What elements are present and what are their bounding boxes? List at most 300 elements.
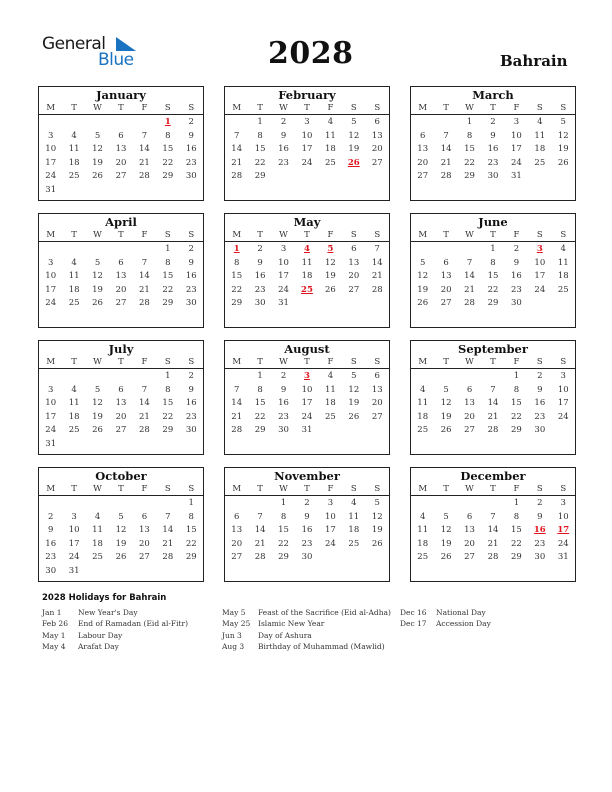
month-name: December bbox=[460, 469, 526, 483]
week-row bbox=[411, 551, 575, 565]
empty-cell bbox=[458, 497, 481, 511]
day-cell: 10 bbox=[534, 257, 546, 268]
day-cell: 12 bbox=[440, 525, 452, 536]
weekday-label: M bbox=[232, 357, 242, 367]
weekday-label: W bbox=[279, 103, 288, 113]
day-cell: 4 bbox=[327, 371, 334, 381]
day-cell: 16 bbox=[185, 144, 197, 155]
day-cell: 20 bbox=[371, 398, 383, 409]
day-cell: 29 bbox=[162, 298, 174, 309]
week-row bbox=[411, 384, 575, 398]
day-cell: 24 bbox=[68, 552, 80, 563]
week-row bbox=[39, 243, 203, 257]
day-cell: 8 bbox=[165, 257, 171, 268]
day-cell: 23 bbox=[254, 284, 266, 295]
month-name: September bbox=[458, 342, 528, 356]
holiday-name: Arafat Day bbox=[78, 641, 119, 651]
weekday-label: T bbox=[71, 230, 77, 240]
day-cell: 3 bbox=[513, 117, 520, 127]
generalblue-logo bbox=[42, 34, 142, 72]
weekday-label: F bbox=[513, 103, 520, 113]
day-cell: 30 bbox=[185, 425, 197, 436]
week-row bbox=[225, 143, 389, 157]
day-cell: 29 bbox=[510, 552, 522, 563]
day-cell: 31 bbox=[45, 184, 57, 195]
day-cell: 31 bbox=[68, 565, 80, 576]
week-row bbox=[39, 438, 203, 452]
day-cell: 2 bbox=[537, 371, 543, 381]
day-cell: 9 bbox=[537, 511, 543, 522]
weekday-label: S bbox=[560, 357, 567, 367]
day-cell: 24 bbox=[534, 284, 546, 295]
day-cell: 10 bbox=[301, 384, 313, 395]
weekday-label: T bbox=[490, 103, 496, 113]
day-cell: 28 bbox=[440, 171, 452, 182]
week-row bbox=[411, 397, 575, 411]
weekday-label: F bbox=[327, 357, 334, 367]
day-cell: 2 bbox=[490, 117, 496, 127]
day-cell: 14 bbox=[487, 525, 499, 536]
weekday-label: M bbox=[46, 484, 56, 494]
day-cell: 11 bbox=[68, 271, 80, 282]
day-cell: 22 bbox=[162, 411, 174, 422]
week-row bbox=[39, 297, 203, 311]
day-cell: 26 bbox=[92, 298, 103, 309]
day-cell: 16 bbox=[185, 398, 197, 409]
month-june bbox=[410, 213, 576, 328]
weekday-label: T bbox=[443, 357, 449, 367]
day-cell: 21 bbox=[487, 538, 499, 549]
day-cell: 15 bbox=[254, 144, 266, 155]
empty-cell bbox=[86, 116, 109, 130]
month-name: July bbox=[108, 342, 134, 356]
day-cell: 20 bbox=[231, 538, 243, 549]
day-cell: 2 bbox=[304, 498, 310, 508]
day-cell: 20 bbox=[348, 271, 360, 282]
month-name: May bbox=[293, 215, 321, 229]
day-cell: 29 bbox=[254, 171, 266, 182]
month-september bbox=[410, 340, 576, 455]
weekday-label: M bbox=[418, 103, 428, 113]
week-row bbox=[39, 565, 203, 579]
day-cell: 15 bbox=[162, 271, 174, 282]
weekday-header bbox=[411, 102, 575, 115]
day-cell: 2 bbox=[280, 117, 287, 127]
empty-cell bbox=[528, 170, 551, 184]
day-cell: 1 bbox=[257, 117, 263, 127]
day-cell: 9 bbox=[188, 130, 194, 141]
day-cell: 16 bbox=[510, 271, 522, 282]
weekday-label: T bbox=[304, 484, 310, 494]
weekday-label: S bbox=[536, 484, 543, 494]
day-cell: 15 bbox=[254, 398, 266, 409]
week-row bbox=[411, 370, 575, 384]
day-cell: 17 bbox=[557, 398, 569, 409]
day-cell: 25 bbox=[324, 411, 336, 422]
day-cell: 23 bbox=[185, 157, 197, 168]
empty-cell bbox=[109, 438, 132, 452]
day-cell: 12 bbox=[417, 271, 429, 282]
week-row bbox=[411, 157, 575, 171]
day-cell: 23 bbox=[278, 157, 289, 168]
day-cell: 20 bbox=[440, 284, 452, 295]
day-cell: 11 bbox=[557, 257, 569, 268]
day-cell: 13 bbox=[115, 271, 127, 282]
day-cell: 10 bbox=[557, 511, 569, 522]
holiday-entry bbox=[222, 607, 391, 618]
day-cell: 27 bbox=[115, 425, 127, 436]
holiday-day-cell: 5 bbox=[327, 244, 334, 254]
weekday-label: S bbox=[560, 230, 567, 240]
day-cell: 18 bbox=[557, 271, 569, 282]
month-august bbox=[224, 340, 390, 455]
weekday-label: F bbox=[141, 357, 148, 367]
weekday-label: T bbox=[490, 230, 496, 240]
weekday-label: S bbox=[188, 484, 195, 494]
day-cell: 1 bbox=[466, 117, 473, 127]
weekday-header bbox=[225, 483, 389, 496]
empty-cell bbox=[225, 497, 248, 511]
week-row bbox=[39, 270, 203, 284]
empty-cell bbox=[552, 424, 575, 438]
day-cell: 26 bbox=[557, 157, 569, 168]
month-april bbox=[38, 213, 204, 328]
day-cell: 19 bbox=[92, 284, 103, 295]
day-cell: 26 bbox=[92, 425, 103, 436]
day-cell: 18 bbox=[417, 411, 429, 422]
day-cell: 16 bbox=[278, 398, 289, 409]
day-cell: 30 bbox=[45, 565, 57, 576]
holiday-entry bbox=[42, 618, 188, 629]
weekday-label: M bbox=[232, 230, 242, 240]
holiday-entry bbox=[222, 630, 391, 641]
day-cell: 7 bbox=[141, 130, 148, 141]
day-cell: 18 bbox=[324, 398, 336, 409]
logo-text-blue: Blue bbox=[98, 50, 134, 70]
day-cell: 10 bbox=[45, 398, 57, 409]
week-row bbox=[225, 538, 389, 552]
day-cell: 11 bbox=[68, 144, 80, 155]
day-cell: 23 bbox=[301, 538, 313, 549]
day-cell: 13 bbox=[464, 398, 475, 409]
day-cell: 31 bbox=[301, 425, 313, 436]
day-cell: 20 bbox=[138, 538, 150, 549]
weekday-label: T bbox=[490, 357, 496, 367]
day-cell: 14 bbox=[231, 398, 243, 409]
empty-cell bbox=[180, 184, 203, 198]
weekday-label: T bbox=[257, 103, 263, 113]
day-cell: 19 bbox=[324, 271, 336, 282]
day-cell: 16 bbox=[45, 538, 57, 549]
day-cell: 24 bbox=[45, 298, 57, 309]
empty-cell bbox=[86, 243, 109, 257]
week-row bbox=[411, 538, 575, 552]
weekday-label: S bbox=[188, 230, 195, 240]
holiday-entry bbox=[222, 641, 391, 652]
week-row bbox=[39, 170, 203, 184]
empty-cell bbox=[528, 297, 551, 311]
week-row bbox=[39, 411, 203, 425]
week-row bbox=[225, 497, 389, 511]
empty-cell bbox=[156, 497, 179, 511]
day-cell: 26 bbox=[348, 411, 360, 422]
day-cell: 30 bbox=[510, 298, 522, 309]
day-cell: 6 bbox=[118, 384, 124, 395]
logo-triangle-icon bbox=[116, 37, 136, 51]
day-cell: 21 bbox=[440, 157, 452, 168]
day-cell: 22 bbox=[162, 284, 174, 295]
weekday-label: T bbox=[257, 484, 263, 494]
day-cell: 21 bbox=[162, 538, 174, 549]
day-cell: 19 bbox=[92, 411, 103, 422]
day-cell: 27 bbox=[115, 171, 127, 182]
day-cell: 25 bbox=[557, 284, 569, 295]
weekday-label: M bbox=[232, 484, 242, 494]
day-cell: 7 bbox=[234, 384, 240, 395]
day-cell: 6 bbox=[118, 257, 124, 268]
weekday-label: S bbox=[350, 230, 357, 240]
day-cell: 9 bbox=[513, 257, 520, 268]
day-cell: 16 bbox=[185, 271, 197, 282]
weekday-header bbox=[225, 102, 389, 115]
empty-cell bbox=[366, 551, 389, 565]
day-cell: 13 bbox=[371, 384, 383, 395]
weekday-label: T bbox=[257, 230, 263, 240]
day-cell: 17 bbox=[45, 157, 57, 168]
weekday-label: S bbox=[350, 103, 357, 113]
day-cell: 7 bbox=[257, 511, 263, 522]
day-cell: 3 bbox=[48, 384, 54, 395]
day-cell: 12 bbox=[440, 398, 452, 409]
day-cell: 29 bbox=[254, 425, 266, 436]
day-cell: 14 bbox=[487, 398, 499, 409]
day-cell: 12 bbox=[92, 398, 103, 409]
day-cell: 13 bbox=[138, 525, 150, 536]
day-cell: 8 bbox=[466, 130, 473, 141]
day-cell: 25 bbox=[68, 171, 80, 182]
day-cell: 23 bbox=[185, 411, 197, 422]
day-cell: 12 bbox=[348, 130, 360, 141]
week-row bbox=[225, 270, 389, 284]
empty-cell bbox=[272, 170, 295, 184]
day-cell: 14 bbox=[162, 525, 174, 536]
day-cell: 30 bbox=[278, 425, 289, 436]
day-cell: 6 bbox=[374, 117, 380, 127]
day-cell: 14 bbox=[464, 271, 475, 282]
day-cell: 11 bbox=[324, 130, 336, 141]
day-cell: 19 bbox=[115, 538, 127, 549]
day-cell: 9 bbox=[48, 525, 54, 536]
weekday-label: S bbox=[188, 357, 195, 367]
weekday-label: T bbox=[118, 103, 124, 113]
day-cell: 11 bbox=[417, 525, 429, 536]
day-cell: 17 bbox=[45, 411, 57, 422]
empty-cell bbox=[552, 297, 575, 311]
day-cell: 19 bbox=[557, 144, 569, 155]
day-cell: 9 bbox=[188, 257, 194, 268]
day-cell: 15 bbox=[510, 398, 522, 409]
day-cell: 21 bbox=[138, 157, 150, 168]
empty-cell bbox=[225, 116, 248, 130]
holiday-name: Islamic New Year bbox=[258, 619, 325, 629]
day-cell: 17 bbox=[324, 525, 336, 536]
weekday-header bbox=[225, 229, 389, 242]
day-cell: 4 bbox=[71, 130, 77, 141]
month-name: October bbox=[95, 469, 147, 483]
holiday-date: Feb 26 bbox=[42, 619, 68, 629]
holiday-day-cell: 26 bbox=[347, 157, 360, 168]
holiday-date: Aug 3 bbox=[222, 641, 245, 651]
day-cell: 24 bbox=[301, 157, 313, 168]
holiday-date: Dec 17 bbox=[400, 619, 427, 629]
weekday-label: M bbox=[232, 103, 242, 113]
empty-cell bbox=[552, 170, 575, 184]
logo-text-general: General bbox=[42, 34, 106, 54]
week-row bbox=[39, 551, 203, 565]
day-cell: 14 bbox=[231, 144, 243, 155]
day-cell: 1 bbox=[280, 498, 287, 508]
day-cell: 28 bbox=[487, 425, 499, 436]
day-cell: 13 bbox=[371, 130, 383, 141]
holiday-name: National Day bbox=[436, 608, 486, 617]
day-cell: 15 bbox=[162, 398, 174, 409]
day-cell: 13 bbox=[417, 144, 429, 155]
empty-cell bbox=[62, 497, 85, 511]
day-cell: 8 bbox=[280, 511, 287, 522]
weekday-label: S bbox=[374, 484, 381, 494]
week-row bbox=[411, 130, 575, 144]
day-cell: 22 bbox=[162, 157, 174, 168]
weekday-label: T bbox=[304, 103, 310, 113]
day-cell: 14 bbox=[138, 271, 150, 282]
weekday-label: F bbox=[141, 230, 148, 240]
weekday-label: T bbox=[443, 230, 449, 240]
empty-cell bbox=[62, 438, 85, 452]
day-cell: 27 bbox=[464, 552, 475, 563]
week-row bbox=[225, 297, 389, 311]
holidays-title: 2028 Holidays for Bahrain bbox=[42, 593, 167, 603]
week-row bbox=[411, 497, 575, 511]
day-cell: 7 bbox=[443, 130, 449, 141]
weekday-label: T bbox=[71, 484, 77, 494]
day-cell: 26 bbox=[417, 298, 429, 309]
holiday-entry bbox=[400, 607, 491, 618]
day-cell: 5 bbox=[374, 498, 380, 508]
empty-cell bbox=[109, 243, 132, 257]
day-cell: 5 bbox=[443, 511, 449, 522]
day-cell: 11 bbox=[324, 384, 336, 395]
weekday-header bbox=[411, 356, 575, 369]
weekday-label: W bbox=[279, 230, 288, 240]
empty-cell bbox=[434, 243, 457, 257]
day-cell: 9 bbox=[280, 130, 287, 141]
weekday-label: T bbox=[443, 103, 449, 113]
day-cell: 29 bbox=[185, 552, 197, 563]
day-cell: 12 bbox=[348, 384, 360, 395]
weekday-label: T bbox=[71, 103, 77, 113]
holiday-name: Feast of the Sacrifice (Eid al-Adha) bbox=[258, 608, 391, 617]
day-cell: 19 bbox=[371, 525, 383, 536]
day-cell: 21 bbox=[464, 284, 475, 295]
week-row bbox=[225, 116, 389, 130]
day-cell: 28 bbox=[464, 298, 475, 309]
day-cell: 28 bbox=[371, 284, 383, 295]
month-july bbox=[38, 340, 204, 455]
empty-cell bbox=[458, 370, 481, 384]
weekday-label: S bbox=[164, 230, 171, 240]
day-cell: 5 bbox=[351, 117, 357, 127]
empty-cell bbox=[86, 497, 109, 511]
holiday-entry bbox=[42, 630, 188, 641]
day-cell: 27 bbox=[371, 157, 383, 168]
day-cell: 26 bbox=[440, 425, 452, 436]
week-row bbox=[225, 284, 389, 298]
day-cell: 4 bbox=[351, 498, 357, 508]
weekday-header bbox=[39, 102, 203, 115]
day-cell: 12 bbox=[371, 511, 383, 522]
week-row bbox=[225, 243, 389, 257]
weekday-label: M bbox=[46, 230, 56, 240]
day-cell: 18 bbox=[68, 411, 80, 422]
empty-cell bbox=[62, 116, 85, 130]
week-row bbox=[39, 284, 203, 298]
empty-cell bbox=[458, 243, 481, 257]
day-cell: 30 bbox=[254, 298, 266, 309]
week-row bbox=[39, 257, 203, 271]
empty-cell bbox=[319, 424, 342, 438]
weekday-label: W bbox=[279, 484, 288, 494]
day-cell: 25 bbox=[348, 538, 360, 549]
day-cell: 31 bbox=[510, 171, 522, 182]
month-november bbox=[224, 467, 390, 582]
day-cell: 25 bbox=[417, 552, 429, 563]
day-cell: 5 bbox=[420, 257, 426, 268]
day-cell: 1 bbox=[188, 498, 194, 508]
empty-cell bbox=[133, 565, 156, 579]
weekday-header bbox=[39, 483, 203, 496]
empty-cell bbox=[342, 424, 365, 438]
day-cell: 8 bbox=[165, 130, 171, 141]
empty-cell bbox=[434, 116, 457, 130]
weekday-label: F bbox=[327, 484, 334, 494]
holiday-name: Day of Ashura bbox=[258, 630, 312, 640]
month-name: February bbox=[278, 88, 336, 102]
day-cell: 6 bbox=[118, 130, 124, 141]
day-cell: 25 bbox=[534, 157, 546, 168]
holiday-day-cell: 16 bbox=[533, 525, 546, 536]
day-cell: 22 bbox=[510, 411, 522, 422]
day-cell: 15 bbox=[487, 271, 499, 282]
day-cell: 26 bbox=[324, 284, 336, 295]
day-cell: 6 bbox=[420, 130, 426, 141]
day-cell: 12 bbox=[557, 130, 569, 141]
day-cell: 8 bbox=[513, 384, 520, 395]
weekday-header bbox=[411, 229, 575, 242]
day-cell: 5 bbox=[94, 384, 101, 395]
day-cell: 11 bbox=[92, 525, 103, 536]
weekday-label: T bbox=[304, 230, 310, 240]
day-cell: 3 bbox=[71, 511, 77, 522]
day-cell: 29 bbox=[278, 552, 289, 563]
day-cell: 7 bbox=[141, 257, 148, 268]
week-row bbox=[39, 143, 203, 157]
weekday-label: T bbox=[443, 484, 449, 494]
day-cell: 29 bbox=[487, 298, 499, 309]
weekday-header bbox=[225, 356, 389, 369]
calendar-year: 2028 bbox=[268, 36, 354, 71]
holidays-column-1 bbox=[42, 607, 188, 652]
day-cell: 27 bbox=[417, 171, 429, 182]
